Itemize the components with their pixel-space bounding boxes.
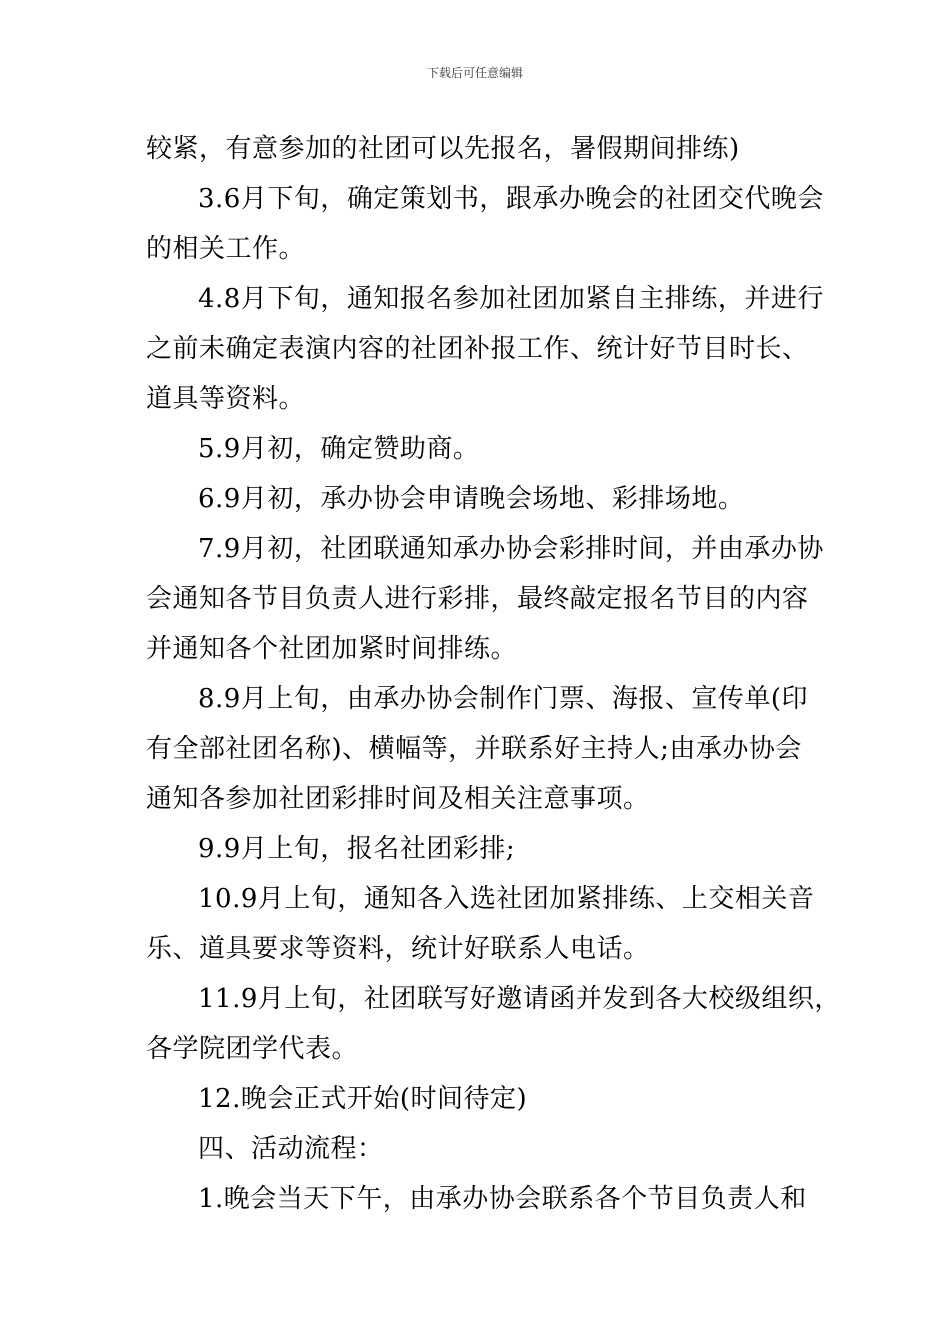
- page-header: 下载后可任意编辑: [426, 66, 523, 80]
- text-line: 道具等资料。: [146, 384, 306, 414]
- document-body: [146, 124, 841, 1224]
- text-line: 10.9月上旬，通知各入选社团加紧排练、上交相关音: [198, 884, 815, 914]
- text-line: 6.9月初，承办协会申请晚会场地、彩排场地。: [198, 484, 745, 514]
- text-line: 8.9月上旬，由承办协会制作门票、海报、宣传单(印: [198, 684, 808, 714]
- text-line: 之前未确定表演内容的社团补报工作、统计好节目时长、: [146, 334, 809, 364]
- text-line: 3.6月下旬，确定策划书，跟承办晚会的社团交代晚会: [198, 184, 824, 214]
- text-line: 9.9月上旬，报名社团彩排;: [198, 834, 516, 864]
- text-line: 11.9月上旬，社团联写好邀请函并发到各大校级组织，: [198, 984, 841, 1014]
- text-line: 的相关工作。: [146, 234, 306, 264]
- text-line: 四、活动流程：: [198, 1134, 384, 1164]
- text-line: 通知各参加社团彩排时间及相关注意事项。: [146, 784, 650, 814]
- text-line: 并通知各个社团加紧时间排练。: [146, 634, 518, 664]
- text-line: 7.9月初，社团联通知承办协会彩排时间，并由承办协: [198, 534, 824, 564]
- text-line: 5.9月初，确定赞助商。: [198, 434, 480, 464]
- text-line: 4.8月下旬，通知报名参加社团加紧自主排练，并进行: [198, 284, 824, 314]
- text-line: 有全部社团名称)、横幅等，并联系好主持人;由承办协会: [146, 734, 802, 764]
- text-line: 较紧，有意参加的社团可以先报名，暑假期间排练): [146, 134, 740, 164]
- text-line: 各学院团学代表。: [146, 1034, 359, 1064]
- text-line: 会通知各节目负责人进行彩排，最终敲定报名节目的内容: [146, 584, 809, 614]
- text-line: 乐、道具要求等资料，统计好联系人电话。: [146, 934, 650, 964]
- text-line: 1.晚会当天下午，由承办协会联系各个节目负责人和: [198, 1184, 807, 1214]
- text-line: 12.晚会正式开始(时间待定): [198, 1084, 528, 1114]
